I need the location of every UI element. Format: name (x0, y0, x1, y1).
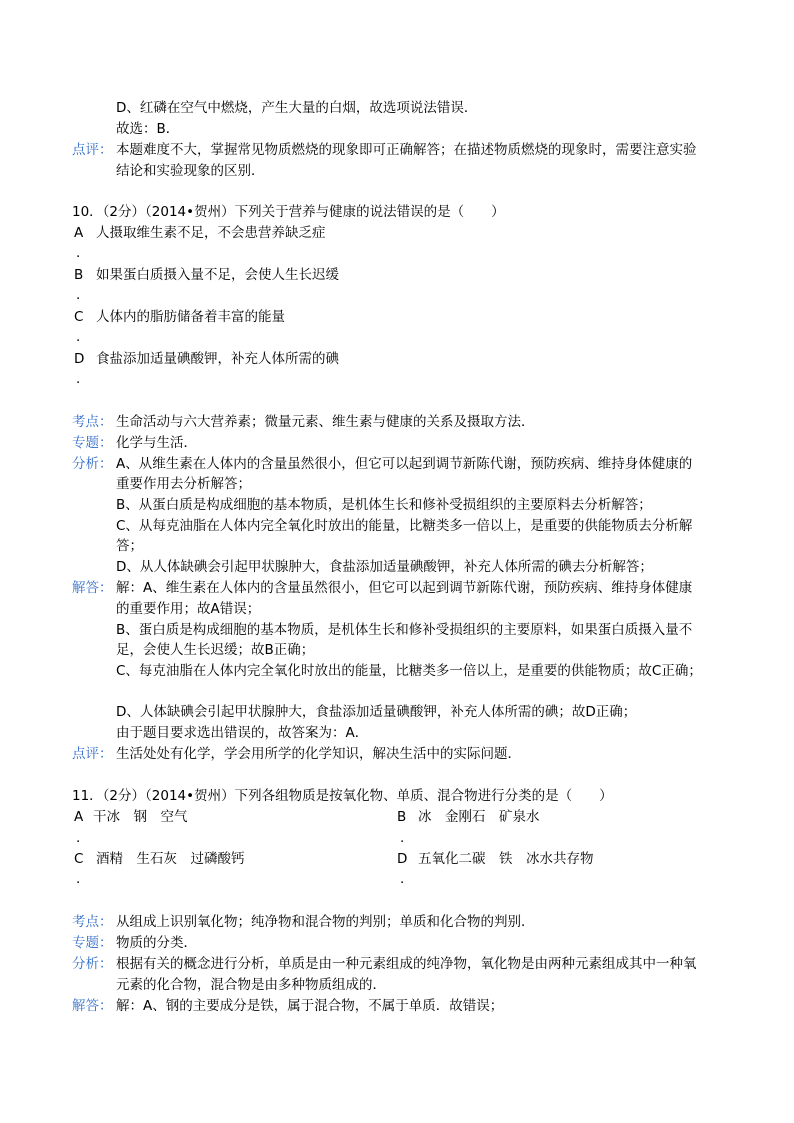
option-dot: . (76, 830, 81, 846)
dianping-text: 生活处处有化学，学会用所学的化学知识，解决生活中的实际问题． (116, 746, 521, 762)
jieda-line: D、人体缺碘会引起甲状腺肿大，食盐添加适量碘酸钾，补充人体所需的碘；故D正确； (116, 704, 637, 720)
option-text-a: 人摄取维生素不足，不会患营养缺乏症 (96, 225, 326, 241)
fenxi-line: 答； (116, 538, 143, 554)
option-letter-d: D (397, 851, 408, 867)
fenxi-line: C、从每克油脂在人体内完全氧化时放出的能量，比糖类多一倍以上，是重要的供能物质去分析解 (116, 518, 693, 534)
jieda-line: 的重要作用；故A错误； (116, 601, 261, 617)
jieda-line: 由于题目要求选出错误的，故答案为：A． (116, 725, 369, 741)
option-dot: . (76, 245, 81, 261)
option-text-b: 如果蛋白质摄入量不足，会使人生长迟缓 (96, 267, 339, 283)
zhuanti-label: 专题： (72, 935, 113, 951)
fenxi-line: 根据有关的概念进行分析，单质是由一种元素组成的纯净物，氧化物是由两种元素组成其中一种氧 (116, 956, 697, 972)
option-letter-d: D (74, 351, 85, 367)
zhuanti-text: 物质的分类． (116, 935, 197, 951)
option-text-c: 人体内的脂肪储备着丰富的能量 (96, 309, 285, 325)
option-letter-a: A (74, 225, 84, 241)
zhuanti-text: 化学与生活． (116, 435, 197, 451)
jieda-line: 足，会使人生长迟缓；故B正确； (116, 642, 315, 658)
answer-line-d: D、红磷在空气中燃烧，产生大量的白烟，故选项说法错误． (116, 100, 478, 116)
dianping-label: 点评： (72, 746, 113, 762)
kaodian-text: 生命活动与六大营养素；微量元素、维生素与健康的关系及摄取方法． (116, 414, 535, 430)
option-dot: . (76, 329, 81, 345)
kaodian-label: 考点： (72, 914, 113, 930)
option-dot: . (400, 830, 405, 846)
jieda-line: 解：A、维生素在人体内的含量虽然很小，但它可以起到调节新陈代谢，预防疾病、维持身体健康 (116, 580, 693, 596)
option-dot: . (76, 871, 81, 887)
kaodian-text: 从组成上识别氧化物；纯净物和混合物的判别；单质和化合物的判别． (116, 914, 535, 930)
option-text-c: 酒精 生石灰 过磷酸钙 (96, 851, 245, 867)
fenxi-label: 分析： (72, 456, 113, 472)
fenxi-label: 分析： (72, 956, 113, 972)
option-letter-a: A (74, 809, 84, 825)
question-10-title: 10．（2分）（2014•贺州）下列关于营养与健康的说法错误的是（ ） (72, 204, 505, 220)
option-text-b: 冰 金刚石 矿泉水 (418, 809, 540, 825)
jieda-label: 解答： (72, 580, 113, 596)
option-text-d: 食盐添加适量碘酸钾，补充人体所需的碘 (96, 351, 339, 367)
option-letter-b: B (74, 267, 84, 283)
jieda-line: B、蛋白质是构成细胞的基本物质，是机体生长和修补受损组织的主要原料，如果蛋白质摄入量不 (116, 622, 693, 638)
jieda-line: 解：A、钢的主要成分是铁，属于混合物，不属于单质．故错误； (116, 998, 504, 1014)
answer-choice: 故选：B． (116, 121, 180, 137)
fenxi-line: D、从人体缺碘会引起甲状腺肿大，食盐添加适量碘酸钾，补充人体所需的碘去分析解答； (116, 559, 653, 575)
fenxi-line: A、从维生素在人体内的含量虽然很小，但它可以起到调节新陈代谢，预防疾病、维持身体健康的 (116, 456, 693, 472)
fenxi-line: 元素的化合物，混合物是由多种物质组成的． (116, 977, 386, 993)
option-dot: . (76, 371, 81, 387)
option-letter-c: C (74, 309, 84, 325)
zhuanti-label: 专题： (72, 435, 113, 451)
fenxi-line: 重要作用去分析解答； (116, 476, 251, 492)
option-text-d: 五氧化二碳 铁 冰水共存物 (418, 851, 594, 867)
jieda-label: 解答： (72, 998, 113, 1014)
option-letter-c: C (74, 851, 84, 867)
option-letter-b: B (397, 809, 407, 825)
jieda-line: C、每克油脂在人体内完全氧化时放出的能量，比糖类多一倍以上，是重要的供能物质；故C正确； (116, 663, 702, 679)
comment-line: 本题难度不大，掌握常见物质燃烧的现象即可正确解答；在描述物质燃烧的现象时，需要注意实验 (116, 142, 697, 158)
fenxi-line: B、从蛋白质是构成细胞的基本物质，是机体生长和修补受损组织的主要原料去分析解答； (116, 497, 652, 513)
option-text-a: 干冰 钢 空气 (93, 809, 188, 825)
option-dot: . (400, 871, 405, 887)
comment-line: 结论和实验现象的区别． (116, 163, 265, 179)
kaodian-label: 考点： (72, 414, 113, 430)
option-dot: . (76, 287, 81, 303)
question-11-title: 11．（2分）（2014•贺州）下列各组物质是按氧化物、单质、混合物进行分类的是（ ） (72, 788, 613, 804)
comment-label: 点评： (72, 142, 113, 158)
